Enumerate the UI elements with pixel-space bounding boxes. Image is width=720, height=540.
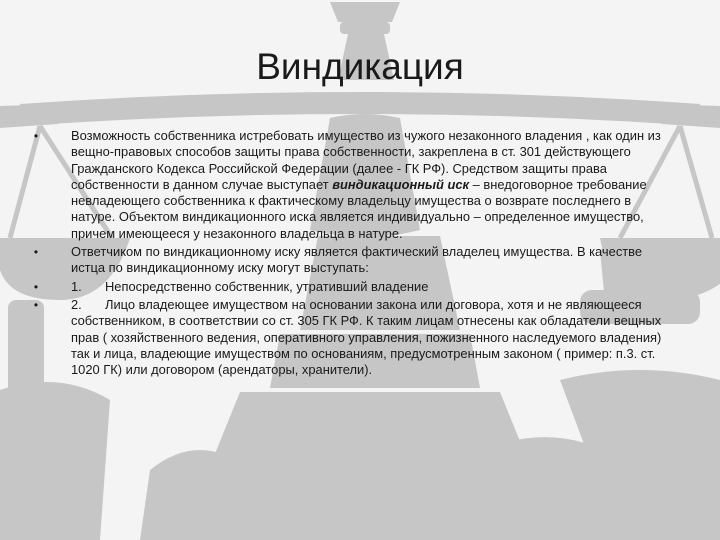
bullet-marker: •	[33, 245, 39, 260]
list-item	[30, 244, 670, 277]
key-term: виндикационный иск	[332, 176, 470, 192]
slide-title: Виндикация	[256, 46, 464, 87]
bullet-marker: •	[33, 129, 39, 143]
list-item-number: 1.	[71, 278, 82, 294]
list-item-number: 2.	[71, 296, 82, 312]
list-item-text: Возможность собственника истребовать имущество из чужого незаконного владения , как один из вещно-правовых способов защиты права собственности, закреплена в ст. 301 действующего Гражданского Кодекса Российской Федерации (далее - ГК РФ). Средством защиты права собственности в данном случае выступает	[71, 128, 661, 192]
list-item-text: – внедоговорное требование невладеющего собственника к фактическому владельцу имущества о возврате последнего в натуре. Объектом виндикационного иска является индивидуально – определенное имущество, причем имеющееся у незаконного владельца в натуре.	[71, 176, 647, 241]
bullet-marker: •	[33, 297, 39, 312]
list-item-text: Непосредственно собственник, утративший владение	[105, 278, 429, 294]
list-item	[30, 279, 670, 295]
list-item	[30, 128, 670, 242]
list-item	[30, 297, 670, 378]
bullet-marker: •	[33, 279, 39, 294]
list-item-text: Ответчиком по виндикационному иску является фактический владелец имущества. В качестве истца по виндикационному иску могут выступать:	[71, 244, 643, 276]
list-item-text: Лицо владеющее имуществом на основании закона или договора, хотя и не являющееся собственником, в соответствии со ст. 305 ГК РФ. К таким лицам отнесены как обладатели вещных прав ( хозяйственного ведения, оперативного управления, пожизненного наследуемого владения) так и лица, владеющие имуществом по основаниям, предусмотренным законом ( пример: п.3. ст. 1020 ГК) или договором (арендаторы, хранители).	[71, 296, 662, 378]
bullet-list	[30, 128, 670, 378]
